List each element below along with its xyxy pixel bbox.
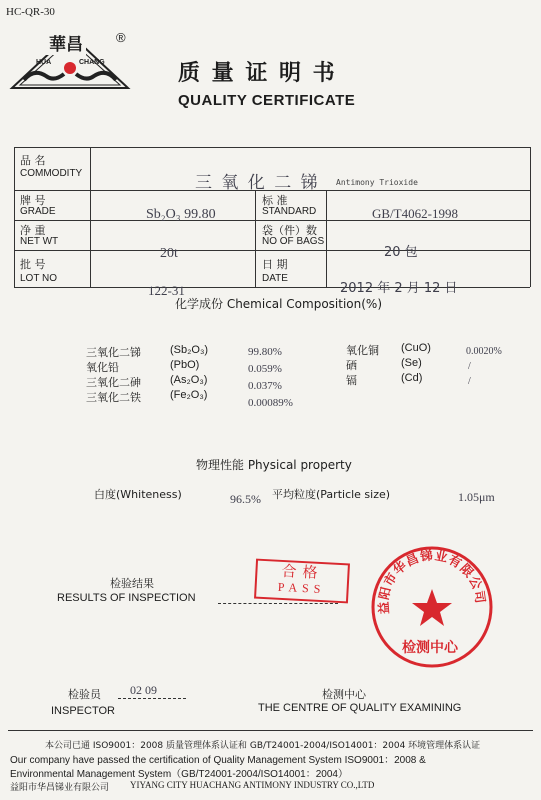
composition-name: 镉 — [346, 374, 357, 387]
logo-left-text: HUA — [36, 59, 52, 66]
composition-heading: 化学成份 Chemical Composition(%) — [175, 297, 383, 311]
company-seal — [370, 545, 494, 669]
particle-size-value: 1.05μm — [458, 490, 495, 504]
pass-stamp — [254, 559, 350, 604]
particle-size-label: 平均粒度(Particle size) — [272, 488, 391, 501]
composition-name: 氧化铅 — [86, 361, 119, 374]
seal-ring-text: 益阳市华昌锑业有限公司 — [375, 547, 489, 615]
form-code: HC-QR-30 — [6, 6, 55, 18]
composition-name: 三氧化二锑 — [86, 346, 141, 359]
whiteness-value: 96.5% — [230, 492, 261, 506]
lot-label-en: LOT NO — [20, 273, 58, 284]
footer-line-1: 本公司已通 ISO9001：2008 质量管理体系认证和 GB/T24001-2004/ISO14001：2004 环境管理体系认证 — [45, 741, 481, 751]
composition-name: 三氧化二砷 — [86, 376, 141, 389]
lot-value: 122-31 — [148, 283, 185, 298]
title-english: QUALITY CERTIFICATE — [178, 92, 356, 109]
footer-line-3: Environmental Management System（GB/T24001-2004/ISO14001：2004） — [10, 769, 348, 780]
grade-value: Sb₂O₃ 99.80 — [146, 207, 216, 222]
bags-label-en: NO OF BAGS — [262, 236, 325, 247]
bags-label-cn: 袋（件）数 — [262, 224, 317, 237]
composition-formula: (Fe₂O₃) — [170, 389, 208, 401]
net-wt-label-en: NET WT — [20, 236, 59, 247]
composition-formula: (Se) — [401, 357, 422, 369]
composition-name: 硒 — [346, 359, 357, 372]
results-label-cn: 检验结果 — [110, 577, 154, 590]
date-label-en: DATE — [262, 273, 288, 284]
registered-mark: ® — [116, 30, 126, 45]
composition-formula: (PbO) — [170, 359, 200, 371]
commodity-label-cn: 品 名 — [20, 154, 46, 167]
results-label-en: RESULTS OF INSPECTION — [57, 592, 196, 604]
composition-formula: (Sb₂O₃) — [170, 344, 209, 356]
commodity-label-en: COMMODITY — [20, 168, 83, 179]
composition-value: / — [468, 376, 471, 387]
logo-top-text: 華昌 — [46, 30, 86, 55]
net-wt-value: 20t — [160, 246, 178, 261]
composition-value: 99.80% — [248, 346, 282, 358]
pass-stamp-en: PASS — [277, 579, 326, 597]
composition-value: / — [468, 361, 471, 372]
net-wt-label-cn: 净 重 — [20, 224, 46, 237]
composition-formula: (CuO) — [401, 342, 431, 354]
standard-value: GB/T4062-1998 — [372, 206, 458, 221]
date-label-cn: 日 期 — [262, 258, 288, 271]
grade-label-en: GRADE — [20, 206, 56, 217]
logo-right-text: CHANG — [79, 59, 105, 66]
footer-company-en: YIYANG CITY HUACHANG ANTIMONY INDUSTRY CO.,LTD — [130, 780, 375, 790]
composition-name: 氧化铜 — [346, 344, 379, 357]
physical-heading: 物理性能 Physical property — [196, 458, 352, 472]
bags-value: 20 包 — [384, 245, 418, 260]
standard-label-en: STANDARD — [262, 206, 317, 217]
company-logo — [8, 28, 133, 96]
date-value: 2012 年 2 月 12 日 — [340, 281, 458, 296]
composition-formula: (As₂O₃) — [170, 374, 208, 386]
grade-label-cn: 牌 号 — [20, 194, 46, 207]
pass-stamp-cn: 合格 — [281, 561, 324, 583]
title-chinese: 质 量 证 明 书 — [178, 61, 337, 86]
inspector-label-cn: 检验员 — [68, 688, 101, 701]
commodity-value-cn: 三 氧 化 二 锑 — [195, 173, 320, 193]
whiteness-label: 白度(Whiteness) — [94, 488, 182, 501]
commodity-value-en: Antimony Trioxide — [336, 178, 418, 187]
seal-star-icon — [412, 589, 452, 626]
footer-company-cn: 益阳市华昌锑业有限公司 — [10, 783, 110, 793]
composition-name: 三氧化二铁 — [86, 391, 141, 404]
composition-formula: (Cd) — [401, 372, 423, 384]
lot-label-cn: 批 号 — [20, 258, 46, 271]
composition-value: 0.00089% — [248, 397, 293, 409]
seal-center-text: 检测中心 — [402, 640, 458, 656]
composition-value: 0.059% — [248, 363, 282, 375]
inspector-label-en: INSPECTOR — [51, 705, 115, 717]
centre-label-cn: 检测中心 — [322, 688, 366, 701]
composition-value: 0.037% — [248, 380, 282, 392]
composition-value: 0.0020% — [466, 346, 502, 357]
inspector-value: 02 09 — [130, 683, 157, 697]
standard-label-cn: 标 准 — [262, 194, 288, 207]
centre-label-en: THE CENTRE OF QUALITY EXAMINING — [258, 702, 462, 714]
footer-line-2: Our company have passed the certification of Quality Management System ISO9001：2008 & — [10, 755, 426, 766]
